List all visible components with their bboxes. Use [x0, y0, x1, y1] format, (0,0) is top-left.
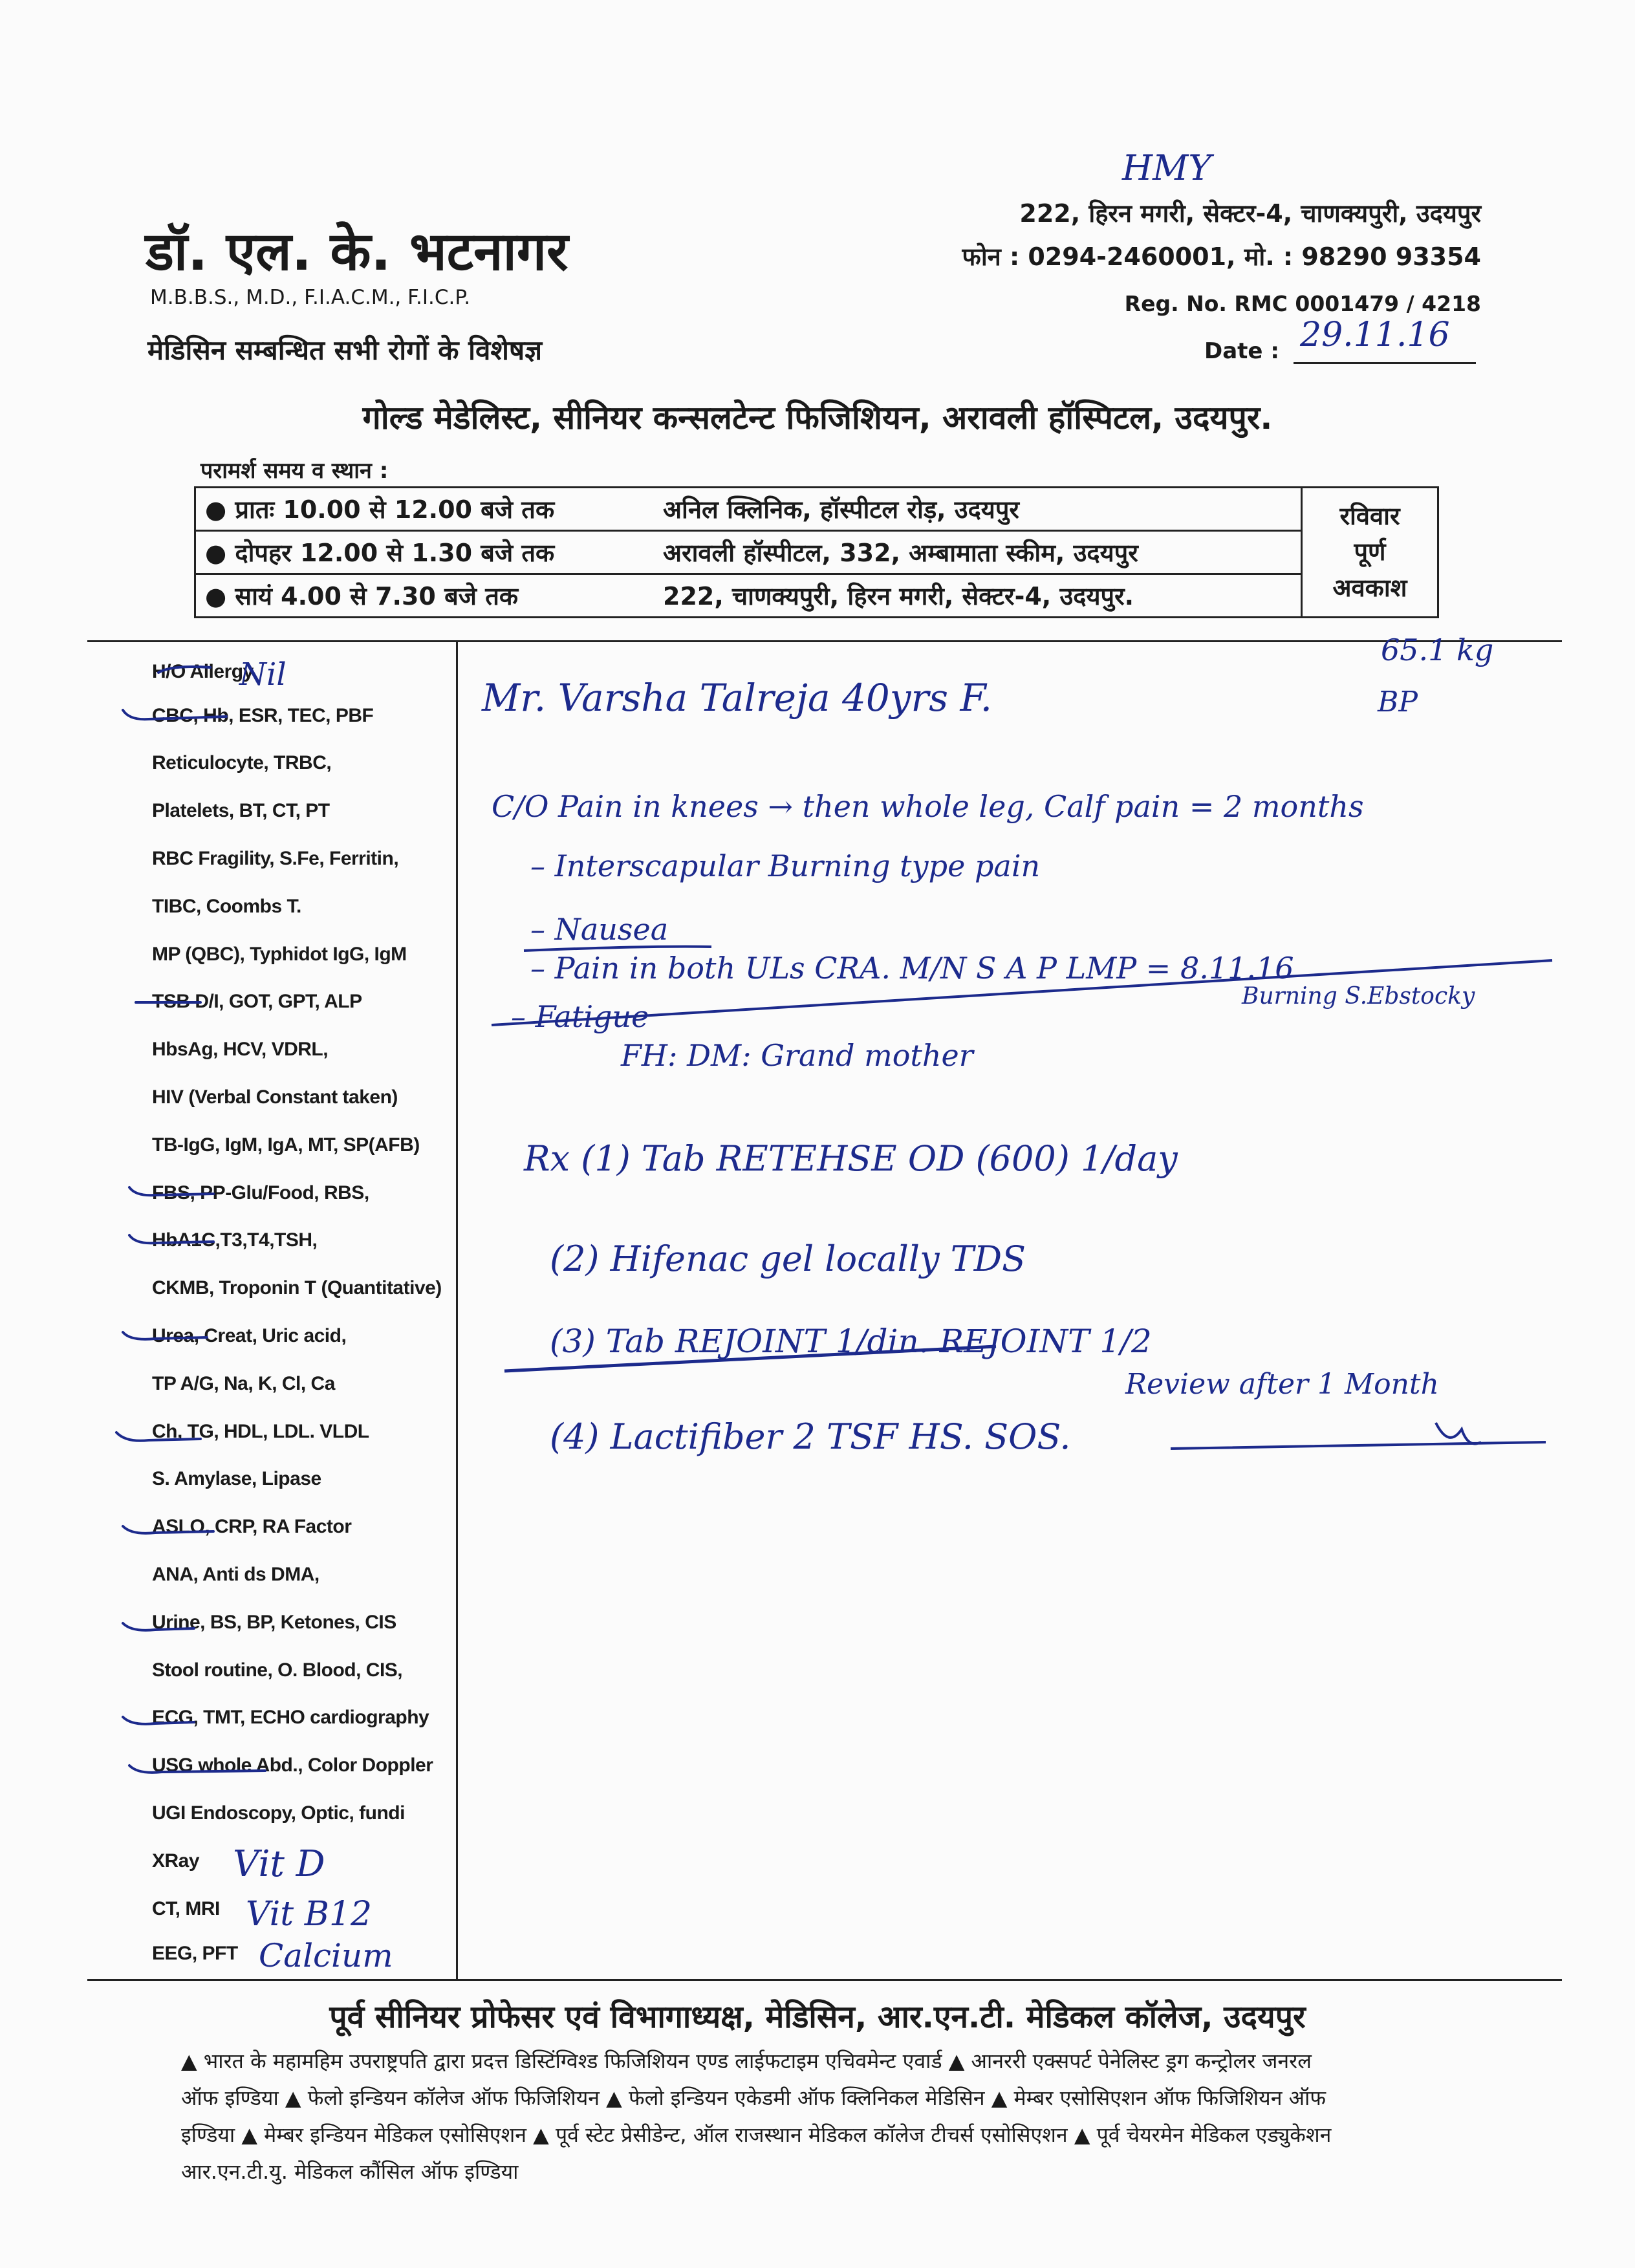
test-item: Stool routine, O. Blood, CIS,: [152, 1659, 403, 1681]
handwritten-weight: 65.1 kg: [1381, 632, 1494, 667]
test-item: S. Amylase, Lipase: [152, 1468, 321, 1489]
footer-line: इण्डिया ▲ मेम्बर इन्डियन मेडिकल एसोसिएशन ▲ पूर्व स्टेट प्रेसीडेन्ट, ऑल राजस्थान मेडिकल कॉलेज टीचर्स एसोसिएशन ▲ पूर्व चेयरमेन मेडिकल एड्युकेशन: [181, 2122, 1332, 2147]
test-item: MP (QBC), Typhidot IgG, IgM: [152, 944, 407, 965]
test-item: HbA1C,T3,T4,TSH,: [152, 1229, 318, 1251]
timing-slot: ● दोपहर 12.00 से 1.30 बजे तक: [195, 531, 655, 574]
footer-line: ▲ भारत के महामहिम उपराष्ट्रपति द्वारा प्रदत्त डिस्टिंग्विश्ड फिजिशियन एण्ड लाईफटाइम एचिवमेन्ट एवार्ड ▲ आनररी एक्सपर्ट पेनेलिस्ट ड्रग कन्ट्रोलर जनरल: [181, 2049, 1312, 2073]
handwritten-complaint: C/O Pain in knees → then whole leg, Calf pain = 2 months: [492, 789, 1364, 824]
column-divider: [456, 640, 458, 1979]
sunday-off-line: रविवार: [1339, 502, 1400, 531]
handwritten-patient: Mr. Varsha Talreja 40yrs F.: [482, 676, 993, 720]
test-item: FBS, PP-Glu/Food, RBS,: [152, 1182, 369, 1204]
test-item: TP A/G, Na, K, Cl, Ca: [152, 1373, 335, 1394]
handwritten-underline: [472, 931, 1572, 1035]
timing-place: अरावली हॉस्पीटल, 332, अम्बामाता स्कीम, उदयपुर: [654, 531, 1302, 574]
handwritten-complaint: – Nausea: [530, 912, 669, 947]
gold-medalist-line: गोल्ड मेडेलिस्ट, सीनियर कन्सलटेन्ट फिजिशियन, अरावली हॉस्पिटल, उदयपुर.: [362, 399, 1273, 437]
test-item: XRay: [152, 1850, 200, 1872]
doctor-name: डॉ. एल. के. भटनागर: [146, 221, 568, 283]
test-item: TSB D/I, GOT, GPT, ALP: [152, 991, 362, 1012]
doctor-degrees: M.B.B.S., M.D., F.I.A.C.M., F.I.C.P.: [150, 286, 471, 309]
footer-line: आर.एन.टी.यु. मेडिकल कौंसिल ऑफ इण्डिया: [181, 2159, 519, 2184]
handwritten-complaint: – Interscapular Burning type pain: [530, 848, 1041, 883]
handwritten-bp: BP: [1378, 686, 1418, 718]
header-divider: [87, 640, 1562, 642]
test-item: HbsAg, HCV, VDRL,: [152, 1039, 329, 1060]
footer-divider: [87, 1979, 1562, 1981]
test-item: TIBC, Coombs T.: [152, 896, 301, 917]
test-item: H/O Allergy: [152, 661, 254, 682]
handwritten-top-mark: HMY: [1122, 147, 1212, 188]
test-item: ANA, Anti ds DMA,: [152, 1564, 319, 1585]
timing-place: अनिल क्लिनिक, हॉस्पीटल रोड़, उदयपुर: [654, 488, 1302, 531]
test-item: HIV (Verbal Constant taken): [152, 1086, 398, 1108]
doctor-speciality: मेडिसिन सम्बन्धित सभी रोगों के विशेषज्ञ: [147, 334, 543, 366]
footer-line: ऑफ इण्डिया ▲ फेलो इन्डियन कॉलेज ऑफ फिजिशियन ▲ फेलो इन्डियन एकेडमी ऑफ क्लिनिकल मेडिसिन ▲ मेम्बर एसोसिएशन ऑफ फिजिशियन ऑफ: [181, 2086, 1326, 2110]
sunday-off-line: अवकाश: [1332, 573, 1407, 602]
timing-place: 222, चाणक्यपुरी, हिरन मगरी, सेक्टर-4, उदयपुर.: [654, 574, 1302, 618]
handwritten-allergy: Nil: [239, 656, 287, 693]
sunday-off: [1302, 488, 1438, 618]
handwritten-xray-note: Vit D: [233, 1843, 325, 1885]
footer-title: पूर्व सीनियर प्रोफेसर एवं विभागाध्यक्ष, मेडिसिन, आर.एन.टी. मेडिकल कॉलेज, उदयपुर: [329, 1999, 1306, 2035]
date-label: Date :: [1204, 338, 1279, 364]
timing-slot: ● प्रातः 10.00 से 12.00 बजे तक: [195, 488, 655, 531]
test-item: ASLO, CRP, RA Factor: [152, 1516, 352, 1537]
handwritten-review: Review after 1 Month: [1125, 1368, 1439, 1401]
timing-row: [195, 531, 1438, 574]
handwritten-date: 29.11.16: [1300, 316, 1450, 354]
test-item: UGI Endoscopy, Optic, fundi: [152, 1802, 405, 1824]
test-item: Platelets, BT, CT, PT: [152, 800, 330, 821]
test-item: EEG, PFT: [152, 1943, 238, 1964]
test-tick-marks: [97, 647, 407, 1979]
test-item: CBC, Hb, ESR, TEC, PBF: [152, 705, 374, 726]
timing-table: [194, 486, 1439, 618]
test-item: CT, MRI: [152, 1898, 220, 1919]
handwritten-rx: (3) Tab REJOINT 1/din. REJOINT 1/2: [550, 1323, 1152, 1360]
test-item: ECG, TMT, ECHO cardiography: [152, 1707, 429, 1728]
test-item: TB-IgG, IgM, IgA, MT, SP(AFB): [152, 1134, 420, 1156]
signature-mark: [1164, 1397, 1565, 1462]
timing-row: [195, 488, 1438, 531]
test-item: USG whole Abd., Color Doppler: [152, 1755, 433, 1776]
handwritten-eeg-note: Calcium: [259, 1937, 393, 1974]
consultation-label: परामर्श समय व स्थान :: [200, 458, 389, 484]
test-item: RBC Fragility, S.Fe, Ferritin,: [152, 848, 399, 869]
handwritten-rx: (2) Hifenac gel locally TDS: [550, 1238, 1026, 1279]
test-item: CKMB, Troponin T (Quantitative): [152, 1277, 442, 1299]
timing-row: [195, 574, 1438, 618]
registration-number: Reg. No. RMC 0001479 / 4218: [1124, 291, 1481, 316]
handwritten-complaint: – Pain in both ULs CRA. M/N S A P LMP = 8.11.16: [530, 951, 1294, 986]
handwritten-rx: (4) Lactifiber 2 TSF HS. SOS.: [550, 1416, 1071, 1457]
handwritten-complaint: – Fatigue: [511, 999, 649, 1034]
handwritten-ct-note: Vit B12: [246, 1895, 373, 1934]
test-item: Urine, BS, BP, Ketones, CIS: [152, 1612, 396, 1633]
date-line: [1294, 362, 1476, 364]
sunday-off-line: पूर्ण: [1354, 537, 1386, 567]
handwritten-family-history: FH: DM: Grand mother: [621, 1038, 973, 1073]
test-item: Urea, Creat, Uric acid,: [152, 1325, 347, 1346]
clinic-address: 222, हिरन मगरी, सेक्टर-4, चाणक्यपुरी, उदयपुर: [1019, 199, 1481, 228]
rx-strikethrough: [492, 1332, 1009, 1384]
clinic-phone: फोन : 0294-2460001, मो. : 98290 93354: [962, 243, 1481, 271]
test-item: Reticulocyte, TRBC,: [152, 752, 332, 773]
handwritten-rx: Rx (1) Tab RETEHSE OD (600) 1/day: [524, 1138, 1178, 1179]
test-item: Ch, TG, HDL, LDL. VLDL: [152, 1421, 369, 1442]
timing-slot: ● सायं 4.00 से 7.30 बजे तक: [195, 574, 655, 618]
handwritten-note: Burning S.Ebstocky: [1242, 983, 1475, 1010]
